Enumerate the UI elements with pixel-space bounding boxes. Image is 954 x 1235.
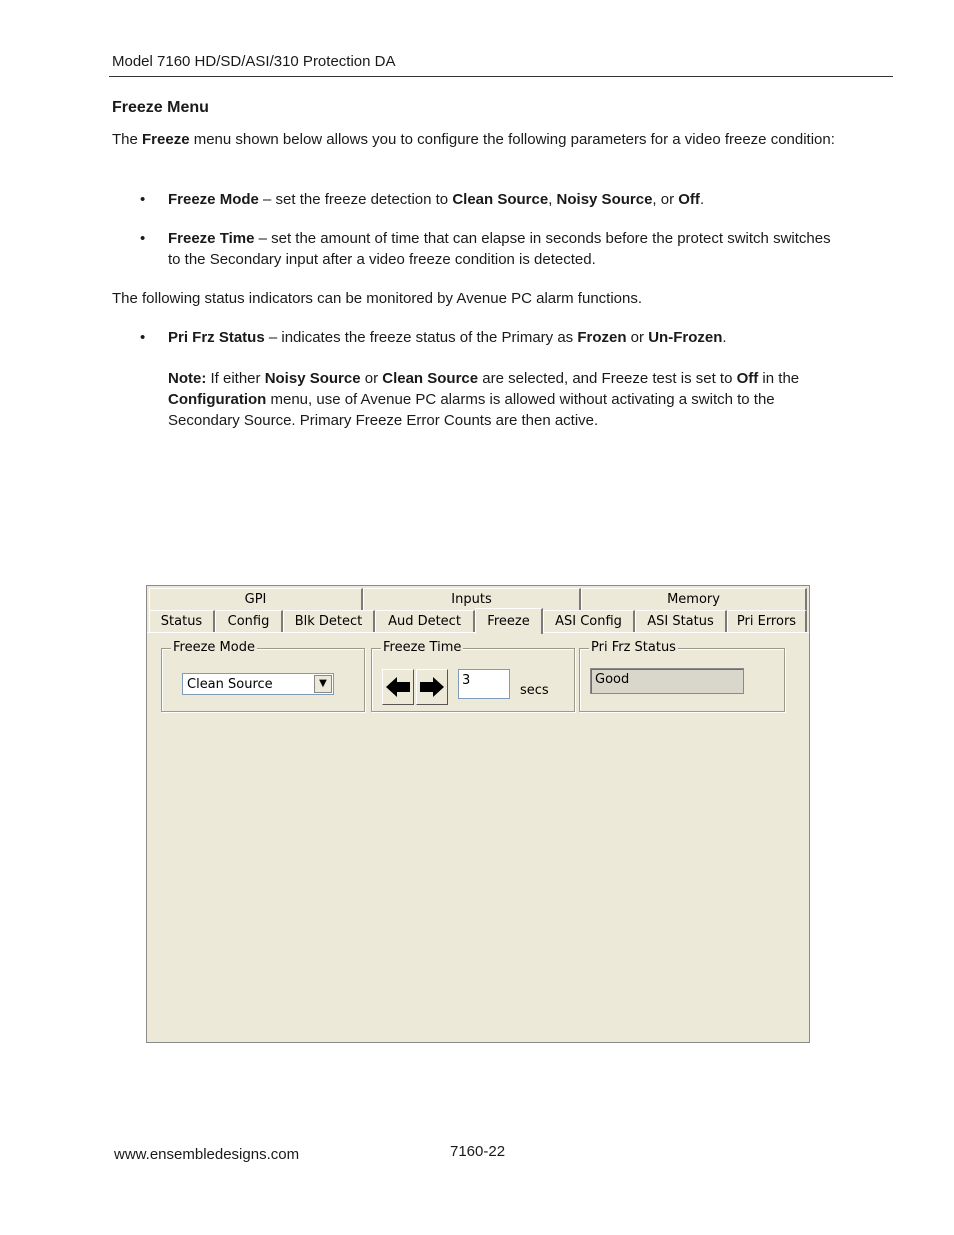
footer-page-number: 7160-22 <box>450 1143 506 1160</box>
freeze-time-label: Freeze Time <box>383 640 462 655</box>
header-rule <box>109 76 893 77</box>
pri-frz-status-label: Pri Frz Status <box>591 640 676 655</box>
bullet-dot-icon: • <box>140 329 146 346</box>
arrow-right-icon <box>419 675 445 699</box>
tab-asi-config[interactable]: ASI Config <box>543 610 635 632</box>
running-header: Model 7160 HD/SD/ASI/310 Protection DA <box>112 53 396 70</box>
decrement-button[interactable] <box>382 669 414 705</box>
freeze-mode-select[interactable] <box>182 673 334 695</box>
tab-aud-detect[interactable]: Aud Detect <box>375 610 475 632</box>
tab-freeze[interactable]: Freeze <box>475 608 543 634</box>
tab-blk-detect[interactable]: Blk Detect <box>283 610 375 632</box>
tab-asi-status[interactable]: ASI Status <box>635 610 727 632</box>
term-freeze: Freeze <box>142 131 190 148</box>
tab-gpi[interactable]: GPI <box>149 588 363 610</box>
note-paragraph: Note: If either Noisy Source or Clean Source are selected, and Freeze test is set to Off in the Configuration menu, use of Avenue PC alarms is allowed without activating a switch to the Secondary Source. Primary Freeze Error Counts are then active. <box>168 370 800 429</box>
freeze-time-group <box>371 640 575 712</box>
freeze-time-units: secs <box>520 683 549 698</box>
freeze-menu-screenshot <box>146 585 810 1043</box>
freeze-mode-label: Freeze Mode <box>173 640 255 655</box>
chevron-down-icon[interactable]: ▼ <box>314 675 332 693</box>
freeze-time-input[interactable]: 3 <box>458 669 510 699</box>
tab-status[interactable]: Status <box>149 610 215 632</box>
status-intro-paragraph: The following status indicators can be monitored by Avenue PC alarm functions. <box>112 290 643 307</box>
section-title: Freeze Menu <box>112 99 209 116</box>
pri-frz-status-value: Good <box>590 668 744 694</box>
bullet-dot-icon: • <box>140 230 146 247</box>
freeze-mode-value: Clean Source <box>187 677 273 692</box>
increment-button[interactable] <box>416 669 448 705</box>
tab-inputs[interactable]: Inputs <box>363 588 581 610</box>
tab-pri-errors[interactable]: Pri Errors <box>727 610 807 632</box>
tab-config[interactable]: Config <box>215 610 283 632</box>
bullet-dot-icon: • <box>140 191 146 208</box>
tab-row-bottom <box>147 610 809 632</box>
tab-row-top <box>147 588 809 610</box>
intro-paragraph: The Freeze menu shown below allows you to configure the following parameters for a video freeze condition: <box>112 131 835 148</box>
freeze-mode-group <box>161 640 365 712</box>
tab-memory[interactable]: Memory <box>581 588 807 610</box>
pri-frz-status-group <box>579 640 785 712</box>
footer-website: www.ensembledesigns.com <box>114 1146 300 1163</box>
arrow-left-icon <box>385 675 411 699</box>
